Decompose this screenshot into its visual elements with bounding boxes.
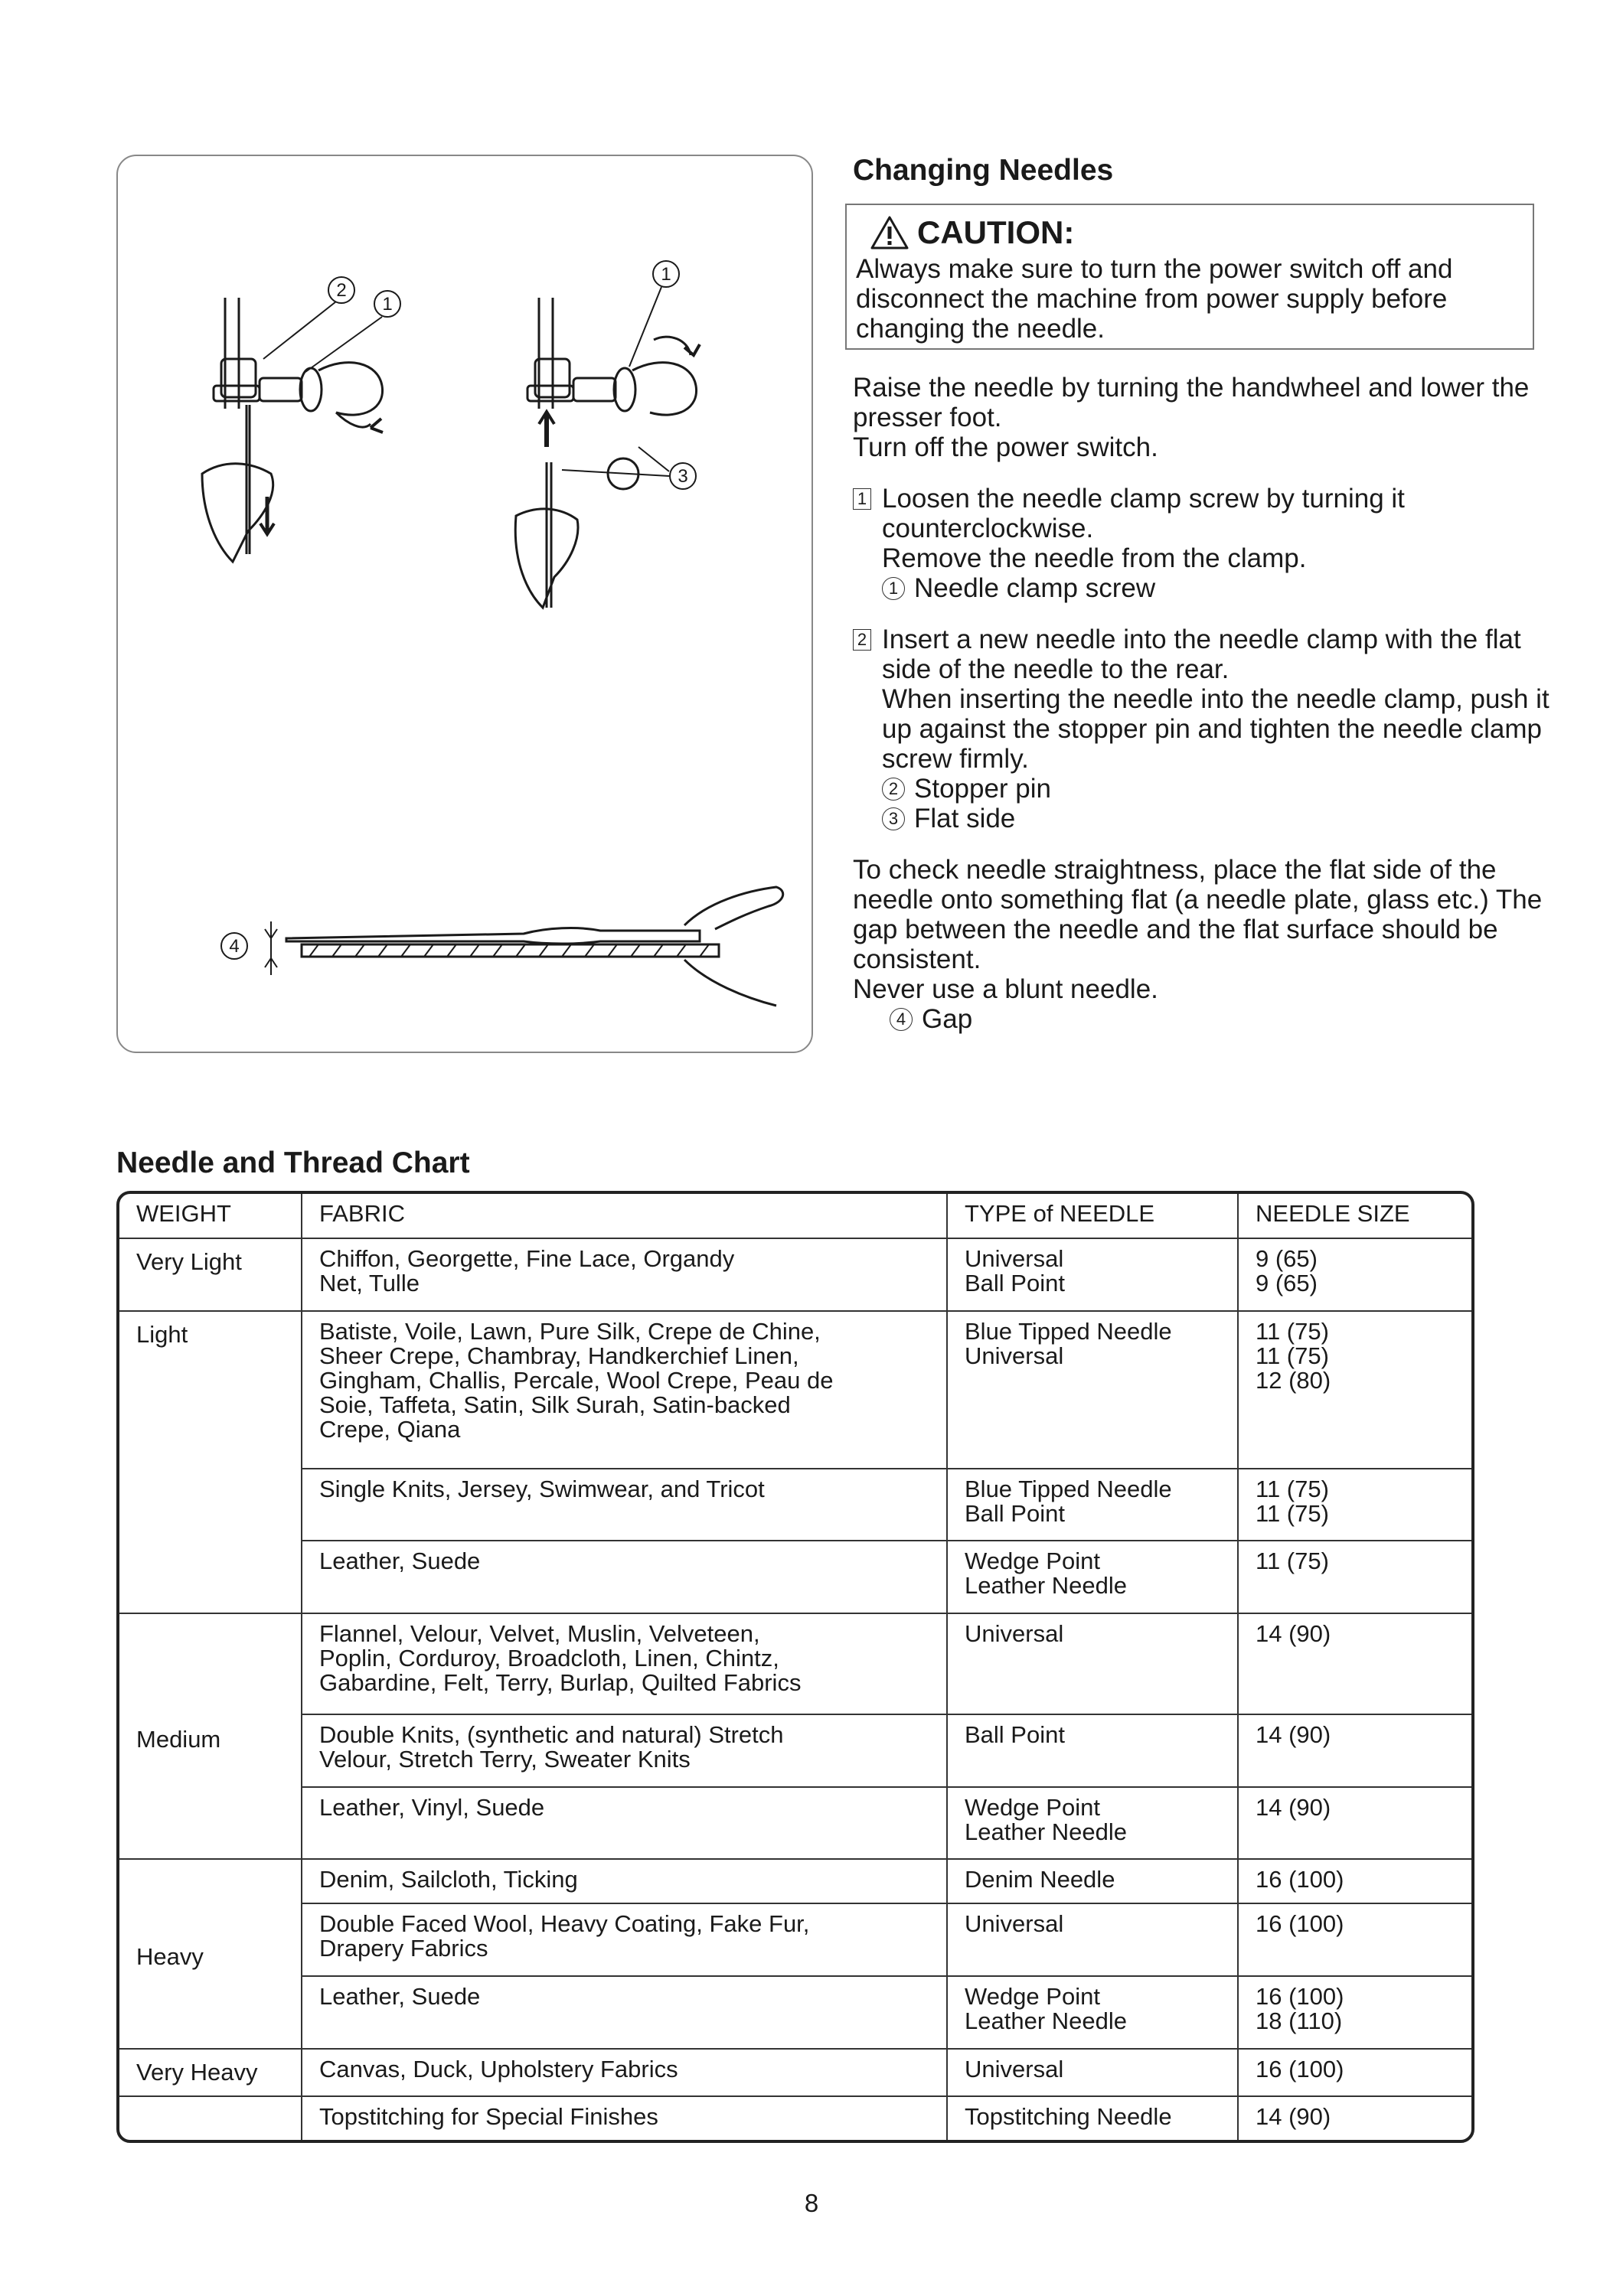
- table-row: [119, 1613, 1471, 1714]
- figure-insert-needle: [515, 298, 700, 608]
- table-row: [119, 1311, 1471, 1469]
- needle-type-cell-line: Blue Tipped Needle: [965, 1475, 1172, 1502]
- table-row: [119, 1903, 1471, 1976]
- needle-size-cell: [1238, 1859, 1471, 1903]
- needle-size-cell-line: 11 (75): [1256, 1475, 1329, 1502]
- caution-label: CAUTION:: [917, 214, 1075, 250]
- fabric-cell: [302, 1859, 947, 1903]
- part-item: [882, 573, 1565, 603]
- needle-change-illustration: [118, 156, 815, 1055]
- fabric-cell: [302, 1238, 947, 1311]
- caution-heading: [870, 214, 1523, 251]
- needle-size-cell-line: 9 (65): [1256, 1270, 1318, 1296]
- fabric-cell-line: Gingham, Challis, Percale, Wool Crepe, Peau de: [319, 1366, 834, 1394]
- callout-2-label: 2: [336, 280, 347, 301]
- fabric-cell-line: Leather, Vinyl, Suede: [319, 1793, 545, 1821]
- check-paragraph: [853, 855, 1565, 1034]
- fabric-cell-line: Crepe, Qiana: [319, 1415, 461, 1443]
- callout-4-label: 4: [229, 936, 240, 957]
- needle-type-cell-line: Ball Point: [965, 1499, 1065, 1527]
- needle-type-cell-line: Leather Needle: [965, 1818, 1127, 1845]
- caution-text: Always make sure to turn the power switch off and disconnect the machine from power supply before changing the needle.: [856, 254, 1453, 344]
- needle-size-cell-line: 11 (75): [1256, 1499, 1329, 1527]
- chart-title: Needle and Thread Chart: [116, 1146, 470, 1179]
- header-needle-type: TYPE of NEEDLE: [947, 1194, 1238, 1238]
- header-needle-size: NEEDLE SIZE: [1238, 1194, 1471, 1238]
- part-label: Gap: [922, 1004, 973, 1034]
- needle-size-cell-line: 11 (75): [1256, 1342, 1329, 1369]
- needle-type-cell: [947, 1613, 1238, 1714]
- fabric-cell: [302, 2049, 947, 2096]
- part-item: [890, 1004, 1565, 1034]
- callout-1-label: 1: [382, 294, 393, 315]
- warning-icon: [870, 215, 909, 250]
- needle-size-cell-line: 14 (90): [1256, 1620, 1331, 1648]
- fabric-cell-line: Canvas, Duck, Upholstery Fabrics: [319, 2055, 678, 2082]
- table-row: [119, 1859, 1471, 1903]
- needle-thread-table: [119, 1194, 1471, 2140]
- needle-type-cell-line: Wedge Point: [965, 1983, 1100, 2011]
- needle-type-cell-line: Blue Tipped Needle: [965, 1317, 1172, 1345]
- table-row: [119, 1787, 1471, 1860]
- needle-type-cell-line: Universal: [965, 1910, 1064, 1938]
- caution-box: [845, 204, 1534, 350]
- part-label: Stopper pin: [914, 774, 1052, 804]
- part-number: 2: [882, 778, 905, 801]
- needle-size-cell: [1238, 1541, 1471, 1613]
- needle-size-cell-line: 12 (80): [1256, 1366, 1331, 1394]
- fabric-cell-line: Double Faced Wool, Heavy Coating, Fake Fur,: [319, 1910, 810, 1938]
- fabric-cell: [302, 1613, 947, 1714]
- needle-size-cell-line: 9 (65): [1256, 1245, 1318, 1272]
- needle-size-cell-line: 14 (90): [1256, 1720, 1331, 1748]
- weight-cell: Very Light: [119, 1238, 302, 1311]
- intro-line: Turn off the power switch.: [853, 432, 1158, 462]
- weight-cell: Very Heavy: [119, 2049, 302, 2096]
- weight-cell: Light: [119, 1311, 302, 1613]
- needle-type-cell: [947, 2096, 1238, 2140]
- weight-cell: [119, 2096, 302, 2140]
- fabric-cell-line: Soie, Taffeta, Satin, Silk Surah, Satin-backed: [319, 1391, 791, 1418]
- weight-cell: Heavy: [119, 1859, 302, 2048]
- fabric-cell-line: Double Knits, (synthetic and natural) Stretch: [319, 1720, 784, 1748]
- callouts-left: [263, 277, 400, 372]
- fabric-cell-line: Leather, Suede: [319, 1983, 481, 2011]
- part-label: Flat side: [914, 804, 1016, 833]
- part-number: 1: [882, 577, 905, 600]
- fabric-cell-line: Sheer Crepe, Chambray, Handkerchief Linen,: [319, 1342, 799, 1369]
- needle-type-cell: [947, 1469, 1238, 1541]
- table-row: [119, 2049, 1471, 2096]
- needle-type-cell: [947, 1541, 1238, 1613]
- fabric-cell-line: Leather, Suede: [319, 1548, 481, 1575]
- table-row: [119, 1541, 1471, 1613]
- section-title: Changing Needles: [853, 154, 1114, 187]
- needle-size-cell-line: 16 (100): [1256, 1866, 1344, 1893]
- needle-type-cell-line: Ball Point: [965, 1270, 1065, 1296]
- table-row: [119, 1238, 1471, 1311]
- needle-size-cell-line: 16 (100): [1256, 2055, 1344, 2082]
- header-fabric: FABRIC: [302, 1194, 947, 1238]
- callout-1-label: 1: [661, 264, 671, 285]
- fabric-cell: [302, 1311, 947, 1469]
- figure-remove-needle: [202, 298, 383, 562]
- needle-type-cell: [947, 2049, 1238, 2096]
- needle-type-cell-line: Universal: [965, 2055, 1064, 2082]
- needle-size-cell-line: 16 (100): [1256, 1983, 1344, 2011]
- needle-type-cell: [947, 1787, 1238, 1860]
- needle-type-cell-line: Wedge Point: [965, 1548, 1100, 1575]
- callout-labels: [229, 264, 687, 957]
- step-text: Remove the needle from the clamp.: [882, 543, 1307, 573]
- weight-cell: Medium: [119, 1613, 302, 1859]
- changing-needles-section: [853, 153, 1565, 1055]
- table-row: [119, 1976, 1471, 2049]
- needle-size-cell: [1238, 1469, 1471, 1541]
- needle-type-cell: [947, 1238, 1238, 1311]
- fabric-cell-line: Batiste, Voile, Lawn, Pure Silk, Crepe de Chine,: [319, 1317, 821, 1345]
- needle-size-cell: [1238, 1714, 1471, 1787]
- part-label: Needle clamp screw: [914, 573, 1156, 603]
- needle-thread-chart: [116, 1191, 1474, 2143]
- step-2: [853, 625, 1565, 833]
- needle-type-cell: [947, 1714, 1238, 1787]
- needle-size-cell-line: 14 (90): [1256, 2103, 1331, 2131]
- needle-size-cell-line: 16 (100): [1256, 1910, 1344, 1938]
- callout-3-label: 3: [678, 466, 688, 487]
- fabric-cell: [302, 1787, 947, 1860]
- fabric-cell: [302, 1976, 947, 2049]
- needle-size-cell-line: 11 (75): [1256, 1317, 1329, 1345]
- needle-type-cell-line: Leather Needle: [965, 2007, 1127, 2035]
- callouts-right: [562, 261, 696, 489]
- fabric-cell-line: Poplin, Corduroy, Broadcloth, Linen, Chintz,: [319, 1645, 779, 1672]
- step-number: 2: [853, 629, 871, 651]
- part-number: 4: [890, 1008, 913, 1031]
- needle-type-cell: [947, 1311, 1238, 1469]
- needle-type-cell: [947, 1903, 1238, 1976]
- needle-type-cell: [947, 1859, 1238, 1903]
- fabric-cell-line: Chiffon, Georgette, Fine Lace, Organdy: [319, 1245, 735, 1272]
- check-text: To check needle straightness, place the flat side of the needle onto something flat (a needle plate, glass etc.) The gap between the needle and the flat surface should be consistent.: [853, 855, 1543, 974]
- header-weight: WEIGHT: [119, 1194, 302, 1238]
- part-number: 3: [882, 807, 905, 830]
- table-row: [119, 1714, 1471, 1787]
- part-item: [882, 774, 1565, 804]
- step-1: [853, 484, 1565, 603]
- needle-type-cell-line: Universal: [965, 1620, 1064, 1648]
- needle-type-cell: [947, 1976, 1238, 2049]
- step-text: Insert a new needle into the needle clamp with the flat side of the needle to the rear.: [882, 625, 1521, 684]
- fabric-cell-line: Single Knits, Jersey, Swimwear, and Tricot: [319, 1475, 765, 1502]
- needle-type-cell-line: Denim Needle: [965, 1866, 1115, 1893]
- table-row: [119, 2096, 1471, 2140]
- fabric-cell-line: Gabardine, Felt, Terry, Burlap, Quilted Fabrics: [319, 1669, 802, 1697]
- table-row: [119, 1469, 1471, 1541]
- needle-type-cell-line: Leather Needle: [965, 1572, 1127, 1600]
- needle-illustration-panel: [116, 155, 813, 1053]
- needle-size-cell-line: 18 (110): [1256, 2007, 1343, 2035]
- needle-size-cell: [1238, 1238, 1471, 1311]
- intro-line: Raise the needle by turning the handwheel and lower the presser foot.: [853, 373, 1530, 432]
- header-row: [119, 1194, 1471, 1238]
- fabric-cell-line: Flannel, Velour, Velvet, Muslin, Velveteen,: [319, 1620, 760, 1648]
- part-item: [882, 804, 1565, 833]
- needle-type-cell-line: Ball Point: [965, 1720, 1065, 1748]
- needle-size-cell: [1238, 1311, 1471, 1469]
- fabric-cell-line: Velour, Stretch Terry, Sweater Knits: [319, 1745, 691, 1773]
- fabric-cell: [302, 1541, 947, 1613]
- fabric-cell-line: Drapery Fabrics: [319, 1935, 488, 1962]
- step-text: When inserting the needle into the needle clamp, push it up against the stopper pin and tighten the needle clamp screw firmly.: [882, 684, 1550, 774]
- needle-size-cell-line: 14 (90): [1256, 1793, 1331, 1821]
- intro-paragraph: [853, 373, 1565, 462]
- fabric-cell: [302, 2096, 947, 2140]
- page-number: 8: [804, 2189, 819, 2217]
- fabric-cell-line: Topstitching for Special Finishes: [319, 2103, 658, 2131]
- fabric-cell-line: Denim, Sailcloth, Ticking: [319, 1866, 578, 1893]
- needle-size-cell: [1238, 2096, 1471, 2140]
- figure-needle-gap: [221, 887, 783, 1006]
- step-text: Loosen the needle clamp screw by turning it counterclockwise.: [882, 484, 1405, 543]
- needle-size-cell: [1238, 1976, 1471, 2049]
- needle-type-cell-line: Universal: [965, 1245, 1064, 1272]
- needle-size-cell: [1238, 1787, 1471, 1860]
- step-number: 1: [853, 488, 871, 510]
- needle-type-cell-line: Topstitching Needle: [965, 2103, 1172, 2131]
- check-text: Never use a blunt needle.: [853, 974, 1158, 1004]
- fabric-cell-line: Net, Tulle: [319, 1270, 420, 1296]
- fabric-cell: [302, 1903, 947, 1976]
- needle-size-cell-line: 11 (75): [1256, 1548, 1329, 1575]
- fabric-cell: [302, 1469, 947, 1541]
- needle-size-cell: [1238, 1903, 1471, 1976]
- fabric-cell: [302, 1714, 947, 1787]
- needle-size-cell: [1238, 2049, 1471, 2096]
- needle-type-cell-line: Wedge Point: [965, 1793, 1100, 1821]
- needle-type-cell-line: Universal: [965, 1342, 1064, 1369]
- needle-size-cell: [1238, 1613, 1471, 1714]
